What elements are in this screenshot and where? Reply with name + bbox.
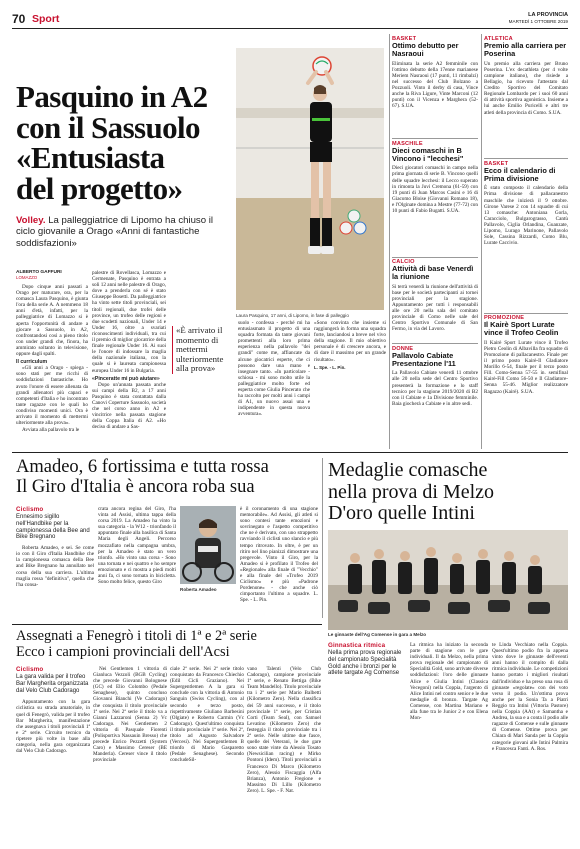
acsi-sub-block: [16, 666, 90, 755]
sidebar-item-kicker: DONNE: [392, 345, 414, 352]
main-title: [16, 79, 226, 206]
ritmica-col1-text: La ritmica ha iniziato la seconda parte di stagione con le gare individuali. Il da Melzo, nella prima prova regionale del campionato di Specialità Gold, sono arrivate diverse soddisfazioni: l'oro delle ginnaste Alice e Giulia Intini (Classica Vecegoni) nella Coppia, l'argento di Alice Intini nel contro senior e le due medaglie di bronzo. Targate Ag Comense, con Martina Mariano e alla fune tra le Junior 2 e con Elena Mon-: [410, 642, 488, 722]
acsi-col-4: [247, 666, 321, 795]
sidebar-item: [392, 36, 478, 136]
ritmica-title-line: nella prova di Melzo: [328, 480, 495, 503]
amadeo-sub-block: [16, 506, 94, 588]
ritmica-subtitle: Nella prima prova regionale del campionato Specialità Gold anche i bronzi per le atlete targate Ag Comense: [328, 650, 402, 677]
sidebar-item-kicker: CALCIO: [392, 259, 415, 265]
amadeo-col3-text: è il coronamento di una stagione memorabile». Ad Assisi, gli atleti si sono contesi tante emozioni e sovrinegato e l'aspetto competitivo che ne è derivato, con uno strappetto ravviando il ciclisti uno slancio e più tempo ritrovato. In oltre, è per un ritiro nel lino pianizzi dimostrare una pregevole. Vinto il Giro, per la Amadeo si è profilato il Trofeo del «Regionale» alla finale di "Vecchio" e alla finale del «Trofeo 2019 Ciclismo» e più «Padrone Pordenone» - che anche ciò cimportanto l'ultimo a squadre. L. Spe. - L. Pin.: [240, 506, 318, 604]
ritmica-kicker: Ginnastica ritmica: [328, 642, 386, 649]
amadeo-photo: [180, 506, 236, 584]
sidebar-item: [484, 161, 568, 311]
sidebar-item-title: Il Kairè Sport Lurate vince il Trofeo Ceolin: [484, 320, 559, 338]
ritmica-title-line: Medaglie comasche: [328, 459, 488, 481]
main-title-line: con il Sassuolo: [16, 109, 200, 145]
acsi-title: [16, 629, 322, 660]
amadeo-title-line: Il Giro d'Italia è ancora roba sua: [16, 476, 255, 497]
ritmica-col2-text: te Linda Vecchiato nella Coppia. Quest'ultimo podio fra la appena vinto dove le ginnaste dell'eventi anni hanno il compito di dalla ritmica individuale. Le competizioni hanno portato i migliori risultati dall'individuo e ha preso una rosa di ginnaste «regolate» con dei voto verso il podio. Un'ottima prova anche per la Sonia Ta a Piatri Reggio tra Intini (Vittoria Pastore) nella Coppia (AAt) e Samantha e Andrea, la sua e a conta il podio alle ragazze di Comense e sulle ginnaste di Comense. Ottime prova per Chiara di Mari Sanda per la Coppia categorie giovani alle Intini Palmira e Francesca Fanti. A. Ros.: [492, 642, 568, 752]
main-col1c-text: Avviata alla pallavolo tra le: [22, 426, 80, 433]
sidebar-item-text: La Pallavolo Cabiate venerdì 11 ottobre alle 20 nella sede del Centro Sportivo presenterà la formazione e lo staff tecnico per la stagione 2019/2020 di B2 con il Cabiate e 1a Divisione femminile. Baia giocherà a Cabiate e in altre sedi.: [392, 370, 478, 407]
sidebar-right: [484, 36, 568, 443]
acsi-col-1: [16, 699, 90, 754]
sidebar-item-text: È stato composto il calendario della Prima divisione di pallacanestro maschile che inizierà il 9 ottobre. Girone Varese 2 con 14 squadre di cui 13 comasche: Antoniana Gorla, Caracciolo, Bulgarograsso, Cantù Pallavolo, Ciglia Orlandina, Guanzate, Lipomo, Lurago Marinone, Pallavolo Sole, Cassina Rizzardi, Como Blu, Lurate Caccivio.: [484, 185, 568, 247]
amadeo-subtitle: Ennesimo sigillo nell'Handbike per la campionessa della Bee and Bike Bregnano: [16, 514, 90, 541]
main-col2-head: «Pinceratte mi può aiutare»: [92, 375, 160, 382]
sidebar-item-kicker: PROMOZIONE: [484, 315, 525, 321]
sidebar-item-text: Dieci giocatori comaschi in campo nella prima giornata di serie B. Vincono quelli delle squadre lecchesi: il Lecco superato in rimonta la Juvi Cremona (61-59) con 19 punti di Juan Marcos Casini e 16 di Giacomo Bloise (Giovanni Romano 18), e l'Olginate domina a Mestre (77-72) con 10 punti di Fabio Bugatti. S.UA.: [392, 165, 478, 214]
sidebar-rule: [392, 257, 478, 258]
sidebar-item-title: Attività di base Venerdì la riunione: [392, 264, 474, 282]
ritmica-sub-block: [328, 642, 406, 677]
sidebar-item: [392, 346, 478, 446]
sidebar-item: [392, 259, 478, 341]
sidebar-item: [484, 36, 568, 156]
main-col1b-text: «Gli anni a Orago - spiega - sono stati per me ricchi di soddisfazioni fantastiche. Ho avuto l'onore di essere allenata da grandi allenatori più capaci e competenti d'Italia e ho incontrato tante ragazze con le quali ho condiviso momenti unici. Ora è arrivato il momento di mettermi ulteriormente alla prova».: [16, 365, 88, 427]
acsi-col4-text: vano Talenti (Velo Club Cadorago), campione provinciale 1ª serie, e Renato Bettiga (Bike Team Mandello). Titolo provinciale tra i 2ª serie per Mario Balbetti (Kilometro Zero). Nella classifica dei 59 anni successo, e il titolo provinciale 1ª serie, per Cristian Corti (Team Seal), con Samuel Levatino (Kilometro Zero) che festeggia il titolo provinciale tra i 2ª serie. Nelle ultime due fasce, quelle dei Veterani, le due gare sono state vinte da Alessio Tosato (Newsicilian racing) e Mirko Pontoni (Idem). Titoli provinciali a Francesco Di Marco (Kilometro Zero), Alessio Fiscaggia (Alfa Brianza), Antonio Fregione e Massimo Di Lillo (Kilometro Zero). L. Spe. - F. Nat.: [247, 666, 321, 794]
main-col2-text: palestre di Rovellasca, Lomazzo e Cermenate, Pasquino è entrata a soli 12 anni nelle palestre di Orago, dove a prenderla con sé è stato Giuseppe Bosetti. Da palleggiatrice ha vinto sette titoli provinciali, sei titoli regionali, due trofei delle province, un trofeo delle regioni e due scudetti nazionali, Under 14 e Under 16, oltre a svariati riconoscimenti individuali, tra cui il premio di miglior giocatrice della finale regionale Under 16. Ai suoi le l'onore di indossare la maglia della nazionale italiana, con la quale si è laureata campionessa europea Under 16 in Bulgaria.: [92, 270, 166, 374]
acsi-col2-text: Nei Gentlemen 1 vittoria di Gianluca Vezzoli (BGB Cycling) che precede Giovanni Bolognese (GC) ed Elio Colombo (Pedale Senaghese), quinto concluso Giovanni Bianchi (Ve Cadorago) che conquista il titolo provinciale 1ª serie. Nei 2ª serie il titolo va a Gianni Lazzaroni (Senna 2) Vc Cadorago. Nei Gentlemen 2 vittoria di Pasquale Fiorenti (Polisportiva Nassauin Bresso) che precede Enrico Pezzetti (System Caro) e Massimo Cereser (BE Manderla). Cereser vince il titolo provinciale: [93, 666, 167, 764]
section-name: Sport: [32, 13, 60, 25]
paper-date: MARTEDÌ 1 OTTOBRE 2019: [508, 19, 568, 24]
ritmica-photo: [328, 530, 568, 630]
sidebar-item-text: Si terrà venerdì la riunione dell'attività di base per le società partecipanti ai tornei provinciali per la stagione. Appuntamento per tutti i responsabili alle ore 20 nella sala del comitato provinciale di Como nelle sale del Centro Sportivo Comunale di San Fermo, in via del Lavoro.: [392, 283, 478, 333]
amadeo-title-line: Amadeo, 6 fortissima e tutta rossa: [16, 457, 269, 477]
sidebar-item-text: Il Kairè Sport Lurate vince il Trofeo Pietro Ceolin di Albavilla fra squadre di Promozione di pallacanestro. Finale per il primo posto Kairè-Il Gladiatore Morillo 6-54, finale per il terzo posto Fill. Como-Senna 57-55 in. semifinal Kairè-Fill Como 56-50 e Il Gladiatore-Senna 55-46. Miglior realizzatore Ragazzo (Kairè). S.UA.: [484, 339, 568, 395]
amadeo-col2-text: crata ancora regina del Giro, l'ha vinta ad Assisi, ultima tappa della corsa 2019. La Amadeo ha vinto la sua categoria - la W12 - trionfando il appuntato finale alla basilica di Santa Maria degli Angeli. Percorso mozzafiato nella campagna umbra, per la Amadeo è stato un vero trionfo. «Ho vinto una corsa - Sono una tornata e nei quattro e ho sempre emozionato e ci mostra a piedi molti anni fa, ci sono tornata in bicicletta. Sono molto felice, questo Giro: [98, 506, 176, 586]
amadeo-kicker: Ciclismo: [16, 506, 44, 513]
sidebar-item: [484, 315, 568, 443]
ritmica-col-1: [410, 642, 488, 722]
sidebar-item-text: Eliminata la serie A2 femminile con l'ottimo debutto della 17enne marianese Meriem Nasraoui (17 punti, 11 rimbalzi) nel successo del Club Bolzano a Pozzuoli. Vinto il derby di casa, Vince anche la Riva Ligure, Vinte Marconi (12 punti) con il Vicenza e Marghera (52-67). S.UA.: [392, 60, 478, 110]
ritmica-col-2: [492, 642, 568, 752]
main-byline: [16, 270, 88, 280]
gymnasts-group-illustration: [328, 530, 568, 630]
amadeo-col-3: [240, 506, 318, 604]
acsi-col-2: [93, 666, 167, 764]
main-col-4: [314, 320, 386, 371]
handbike-athlete-illustration: [180, 506, 236, 584]
sidebar-item-title: Premio alla carriera per Poserina: [484, 41, 567, 59]
main-subtitle-text: La palleggiatrice di Lipomo ha chiuso il ciclo giovanile a Orago «Anni di fantastiche soddisfazioni»: [16, 215, 213, 249]
section-rule-middle: [12, 452, 568, 453]
main-photo: [236, 48, 384, 310]
sidebar-divider-right: [481, 34, 482, 449]
main-photo-caption: Laura Pasquino, 17 anni, di Lipomo, in fase di palleggio: [236, 313, 349, 318]
acsi-title-line: Assegnati a Fenegrò i titoli di 1ª e 2ª serie: [16, 628, 257, 644]
main-pullquote: «È arrivato il momento di mettermi ulteriormente alla prova»: [172, 326, 232, 374]
amadeo-col1-text: Roberta Amadeo, e sei. Se come io con il Giro d'Italia Handbike che la campionessa comasca della Bee and Bike Bregnano ha annullato nel corso della sua carriera. L'ultima maglia rossa "definitiva", quella che l'ha consa-: [16, 545, 94, 588]
paper-name: LA PROVINCIA: [528, 12, 568, 18]
main-location: LOMAZZO: [16, 275, 38, 280]
sidebar-item-kicker: BASKET: [392, 36, 417, 42]
ritmica-title: [328, 460, 568, 525]
sidebar-item: [392, 141, 478, 255]
main-subtitle: [16, 215, 234, 249]
sidebar-left: [392, 36, 478, 446]
sidebar-item-title: Ecco il calendario di Prima divisione: [484, 165, 556, 183]
main-curriculum-head: Il curriculum: [16, 359, 48, 366]
sidebar-item-title: Dieci comaschi in B Vincono i "lecchesi": [392, 145, 464, 163]
main-col2b-text: Dopo un'annata passata anche sui campi della B2, a 17 anni Pasquino è stata contattata dalla Canovi Coperture Sassuolo, società che nel corso anno in A2 e vincitrice nella passata stagione della Coppa Italia di A2. «Ho deciso di andare a Sas-: [92, 381, 166, 431]
main-col3-text: suolo - confessa - perché mi ha entusiasmato il progetto di una squadra formata da tante giovani promettenti alla loro prima esperienza nella pallavolo "dei grandi" come me, affiancate da alcune giocatrici esperte, che ci possono dare una mano e insegnare tanto. «In particolare - schiosa - mi sono molto utile la palleggiatrice molto forte ed esperta come Giulia Pincerato che ha raccolto per molti anni i campi di A1, un nuovo assai una e indipendente in questa nuova avventura».: [238, 320, 310, 418]
main-col4-text: «Sono convinta che insieme si raggiungerà in forma una squadra forte, lanciandosi a breve nel vivo della stagione. Il mio obiettivo personale è di crescere ancora, e di dare il massimo per un grande risultato».: [314, 320, 386, 363]
acsi-col3-text: ciale 2ª serie. Nei 2ª serie titolo conquistato da Francesco Chiechio (Edil Cicli Graziano). Nei Supergentlemen A la gara si conclude con la vittoria di Antonio Sanguin (Swiss Cycling), con al secondo e terzo posto, rispettivamente Giuliano Barbesini (Olgiate) e Roberto Carmin (Vc Cadorago). Quest'ultimo conquista il titolo provinciale 1ª serie. Nei 2ª, titolo ad Augusto Salvadore (Vercesi). Nei Supergentlemen B trionfo di Mario Gasparetto (Pedale Senaghese). Secondo concludeSil-: [170, 666, 244, 764]
volleyball-player-illustration: [236, 48, 384, 310]
page-header: [12, 12, 568, 28]
main-col-2: [92, 270, 166, 431]
sidebar-divider-left: [389, 34, 390, 449]
sidebar-rule: [484, 158, 568, 159]
main-kicker: Volley.: [16, 215, 46, 226]
section-rule-bottom: [12, 624, 322, 625]
sidebar-item-kicker: MASCHILE: [392, 140, 423, 147]
main-title-line: «Entusiasta: [16, 140, 165, 175]
amadeo-col-1: [16, 545, 94, 588]
acsi-kicker: Ciclismo: [16, 666, 44, 673]
ritmica-photo-caption: Le ginnaste dell'Ag Comense in gara a Melzo: [328, 632, 427, 637]
acsi-col-3: [170, 666, 244, 764]
sidebar-item-kicker: ATLETICA: [484, 36, 513, 42]
sidebar-item-title: Pallavolo Cabiate Presentazione l'11: [392, 350, 456, 368]
sidebar-item-text: Un premio alla carriera per Bruno Poserina. L'ex decathleta (per 4 volte campione italiano), che risiede a Bellagio, ha ricevuto l'attestato dal Credito Sportivo del Comitato Regionale Lombardo per i suoi 60 anni di attività sportiva agonistica. Insieme a lui anche Emilio Puricelli e altri tre atleti della provincia di Como. S.UA.: [484, 60, 568, 116]
sidebar-rule: [392, 138, 478, 139]
acsi-col1-text: Appuntamento con la gara ciclistica su strada amatoriale, in quel di Fenegrò, valida per il trofeo Bar Margherita, manifestazione che assegnava i titoli provinciali 1ª e 2ª serie. Circuito tecnico da ripetere più volte in base alla categoria, nella gara organizzata dal Velo Club Cadorago.: [16, 699, 90, 755]
main-author: ALBERTO GAFFURI: [16, 270, 62, 275]
middle-divider: [322, 458, 323, 618]
main-credit: L. Spe. - L. Pin.: [314, 364, 346, 370]
header-rule: [12, 28, 568, 29]
main-title-line: Pasquino in A2: [16, 79, 208, 114]
amadeo-col-2: [98, 506, 176, 586]
main-col1-text: Dopo cinque anni passati a Orago per maturare, ora, per la comasca Laura Pasquino, è giunta l'ora della serie A. A nemmeno 18 anni d'età, infatti, per la palleggiatrice di Lomazzo si è aperta l'opportunità di andare a giocare a Sassuolo, in A2, confrontandosi così a pieno titolo con under grandi che, finora, ha ammirato soltanto in televisione, oppure dagli spalti.: [16, 284, 88, 358]
ritmica-title-line: D'oro quelle Intini: [328, 502, 475, 524]
acsi-title-line: Ecco i campioni provinciali dell'Acsi: [16, 643, 230, 660]
sidebar-rule: [392, 343, 478, 344]
amadeo-photo-caption: Roberta Amadeo: [180, 587, 217, 592]
main-col-3: [238, 320, 310, 418]
main-title-line: del progetto»: [16, 170, 183, 206]
page-number: 70: [12, 12, 26, 26]
main-col-1: [16, 284, 88, 433]
sidebar-rule: [484, 313, 568, 314]
sidebar-item-kicker: BASKET: [484, 160, 509, 167]
sidebar-item-title: Ottimo debutto per Nasraoui: [392, 41, 459, 59]
acsi-subtitle: La gara valida per il trofeo Bar Margherita organizzata dal Velo Club Cadorago: [16, 674, 89, 694]
